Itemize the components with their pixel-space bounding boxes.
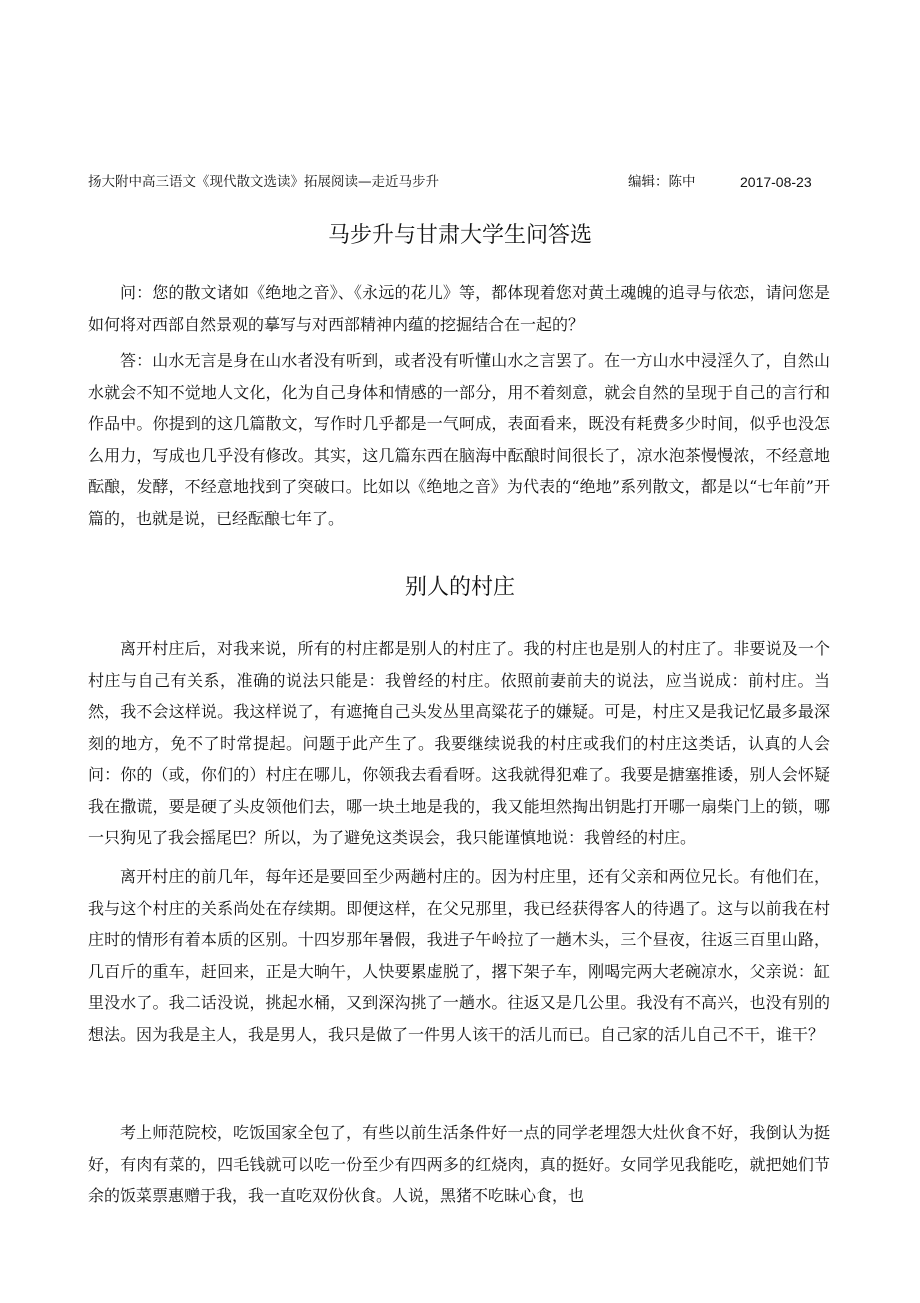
header-source: 扬大附中高三语文《现代散文选读》拓展阅读—走近马步升 bbox=[88, 174, 439, 190]
page-header bbox=[88, 170, 828, 194]
section-title-interview: 马步升与甘肃大学生问答选 bbox=[327, 223, 592, 248]
header-editor: 编辑：陈中 bbox=[628, 174, 696, 190]
interview-answer: 答：山水无言是身在山水者没有听到，或者没有听懂山水之言罢了。在一方山水中浸淫久了，自然山水就会不知不觉地人文化，化为自己身体和情感的一部分，用不着刻意，就会自然的呈现于自己的言行和作品中。你提到的这几篇散文，写作时几乎都是一气呵成，表面看来，既没有耗费多少时间，似乎也没怎么用力，写成也几乎没有修改。其实，这几篇东西在脑海中酝酿时间很长了，凉水泡茶慢慢浓，不经意地酝酿，发酵，不经意地找到了突破口。比如以《绝地之音》为代表的“绝地”系列散文，都是以“七年前”开篇的，也就是说，已经酝酿七年了。 bbox=[88, 351, 830, 528]
essay-paragraph: 离开村庄的前几年，每年还是要回至少两趟村庄的。因为村庄里，还有父亲和两位兄长。有他们在，我与这个村庄的关系尚处在存续期。即便这样，在父兄那里，我已经获得客人的待遇了。这与以前我在村庄时的情形有着本质的区别。十四岁那年暑假，我进子午岭拉了一趟木头，三个昼夜，往返三百里山路，几百斤的重车，赶回来，正是大晌午，人快要累虚脱了，撂下架子车，刚喝完两大老碗凉水，父亲说：缸里没水了。我二话没说，挑起水桶，又到深沟挑了一趟水。往返又是几公里。我没有不高兴，也没有别的想法。因为我是主人，我是男人，我只是做了一件男人该干的活儿而已。自己家的活儿自己不干，谁干？ bbox=[88, 867, 830, 1044]
essay-paragraph: 离开村庄后，对我来说，所有的村庄都是别人的村庄了。我的村庄也是别人的村庄了。非要说及一个村庄与自己有关系，准确的说法只能是：我曾经的村庄。依照前妻前夫的说法，应当说成：前村庄。当然，我不会这样说。我这样说了，有遮掩自己头发丛里高粱花子的嫌疑。可是，村庄又是我记忆最多最深刻的地方，免不了时常提起。问题于此产生了。我要继续说我的村庄或我们的村庄这类话，认真的人会问：你的（或，你们的）村庄在哪儿，你领我去看看呀。这我就得犯难了。我要是搪塞推诿，别人会怀疑我在撒谎，要是硬了头皮领他们去，哪一块土地是我的，我又能坦然掏出钥匙打开哪一扇柴门上的锁，哪一只狗见了我会摇尾巴？所以，为了避免这类误会，我只能谨慎地说：我曾经的村庄。 bbox=[88, 639, 830, 847]
section-title-essay: 别人的村庄 bbox=[404, 575, 515, 600]
interview-question: 问：您的散文诸如《绝地之音》、《永远的花儿》等，都体现着您对黄土魂魄的追寻与依恋，请问您是如何将对西部自然景观的摹写与对西部精神内蕴的挖掘结合在一起的？ bbox=[88, 283, 830, 334]
header-date: 2017-08-23 bbox=[740, 174, 812, 190]
essay-paragraph: 考上师范院校，吃饭国家全包了，有些以前生活条件好一点的同学老埋怨大灶伙食不好，我倒认为挺好，有肉有菜的，四毛钱就可以吃一份至少有四两多的红烧肉，真的挺好。女同学见我能吃，就把她们节余的饭菜票惠赠于我，我一直吃双份伙食。人说，黑猪不吃昧心食，也 bbox=[88, 1123, 830, 1205]
